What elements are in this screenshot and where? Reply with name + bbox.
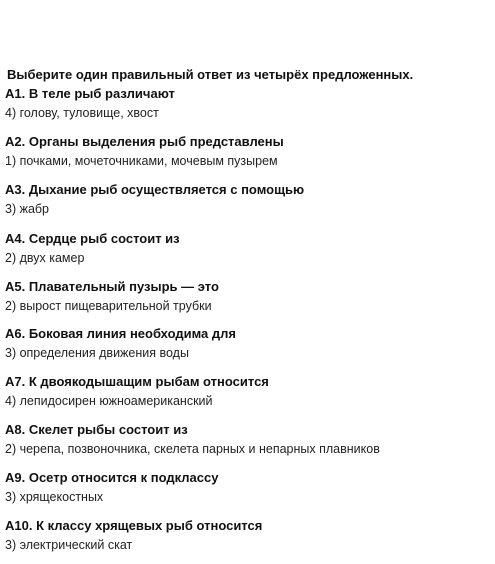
answer-text: 1) почками, мочеточниками, мочевым пузырем (5, 154, 278, 168)
question-text: A9. Осетр относится к подклассу (5, 470, 219, 485)
question-block-a8 (5, 422, 380, 457)
question-block-a9 (5, 470, 218, 505)
question-block-a6 (5, 326, 236, 361)
answer-text: 3) определения движения воды (5, 346, 189, 360)
question-text: A1. В теле рыб различают (5, 86, 175, 101)
question-text: A7. К двоякодышащим рыбам относится (5, 374, 269, 389)
question-text: A6. Боковая линия необходима для (5, 326, 236, 341)
question-text: A5. Плавательный пузырь — это (5, 279, 219, 294)
answer-text: 3) жабр (5, 202, 50, 216)
question-block-a2 (5, 134, 284, 169)
question-block-a4 (5, 231, 180, 266)
question-block-a1 (5, 86, 175, 121)
question-block-a3 (5, 182, 304, 217)
question-block-a7 (5, 374, 269, 409)
question-block-a10 (5, 518, 262, 553)
answer-text: 3) электрический скат (5, 538, 133, 552)
question-text: A4. Сердце рыб состоит из (5, 231, 180, 246)
answer-text: 2) вырост пищеварительной трубки (5, 299, 212, 313)
answer-text: 2) двух камер (5, 251, 85, 265)
answer-text: 4) голову, туловище, хвост (5, 106, 159, 120)
instruction-text: Выберите один правильный ответ из четырёх предложенных. (7, 67, 414, 82)
question-text: A10. К классу хрящевых рыб относится (5, 518, 263, 533)
answer-text: 4) лепидосирен южноамериканский (5, 394, 213, 408)
question-text: A2. Органы выделения рыб представлены (5, 134, 284, 149)
question-block-a5 (5, 279, 219, 314)
question-text: A8. Скелет рыбы состоит из (5, 422, 188, 437)
question-text: A3. Дыхание рыб осуществляется с помощью (5, 182, 305, 197)
answer-text: 2) черепа, позвоночника, скелета парных и непарных плавников (5, 442, 380, 456)
answer-text: 3) хрящекостных (5, 490, 104, 504)
